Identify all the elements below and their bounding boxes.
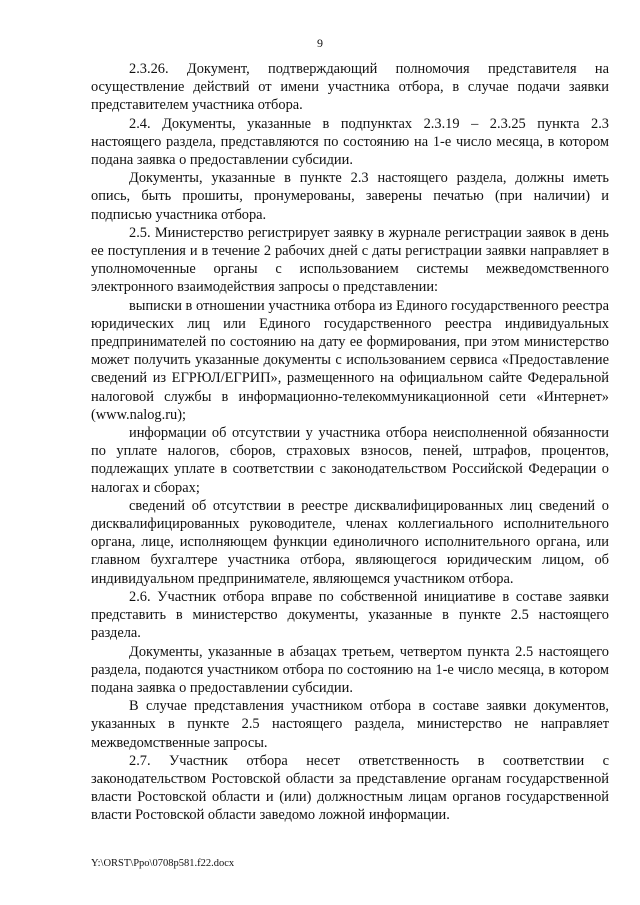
document-body [91, 60, 609, 825]
paragraph-documents-requirements: Документы, указанные в пункте 2.3 настоящего раздела, должны иметь опись, быть прошиты, пронумерованы, заверены печатью (при наличии) и подписью участника отбора. [91, 170, 609, 223]
paragraph-no-interagency-requests: В случае представления участником отбора в составе заявки документов, указанных в пункте 2.5 настоящего раздела, министерство не направляет межведомственные запросы. [91, 698, 609, 751]
paragraph-2-5: 2.5. Министерство регистрирует заявку в журнале регистрации заявок в день ее поступления и в течение 2 рабочих дней с даты регистрации заявки направляет в уполномоченные органы с использованием системы межведомственного электронного взаимодействия запросы о представлении: [91, 224, 609, 296]
page-number: 9 [317, 36, 323, 50]
paragraph-disqualified-registry: сведений об отсутствии в реестре дисквалифицированных лиц сведений о дисквалифицированных руководителе, членах коллегиального исполнительного органа, лице, исполняющем функции единоличного исполнительного органа, или главном бухгалтере участника отбора, являющегося юридическим лицом, об индивидуальном предпринимателе, являющемся участником отбора. [91, 497, 609, 587]
paragraph-2-4: 2.4. Документы, указанные в подпунктах 2.3.19 – 2.3.25 пункта 2.3 настоящего раздела, представляются по состоянию на 1-е число месяца, в котором подана заявка о предоставлении субсидии. [91, 115, 609, 169]
paragraph-egrul-extract: выписки в отношении участника отбора из Единого государственного реестра юридических лиц или Единого государственного реестра индивидуальных предпринимателей по состоянию на дату ее формирования, при этом министерство может получить указанные документы с использованием сервиса «Предоставление сведений из ЕГРЮЛ/ЕГРИП», размещенного на официальном сайте Федеральной налоговой службы в информационно-телекоммуникационной сети «Интернет» (www.nalog.ru); [91, 297, 609, 423]
paragraph-documents-submission-date: Документы, указанные в абзацах третьем, четвертом пункта 2.5 настоящего раздела, подаются участником отбора по состоянию на 1-е число месяца, в котором подана заявка о предоставлении субсидии. [91, 643, 609, 696]
paragraph-2-3-26: 2.3.26. Документ, подтверждающий полномочия представителя на осуществление действий от имени участника отбора, в случае подачи заявки представителем участника отбора. [91, 61, 609, 114]
paragraph-2-6: 2.6. Участник отбора вправе по собственной инициативе в составе заявки представить в министерство документы, указанные в пункте 2.5 настоящего раздела. [91, 588, 609, 642]
paragraph-tax-info: информации об отсутствии у участника отбора неисполненной обязанности по уплате налогов, сборов, страховых взносов, пеней, штрафов, процентов, подлежащих уплате в соответствии с законодательством Российской Федерации о налогах и сборах; [91, 425, 609, 496]
footer-file-path: Y:\ORST\Ppo\0708p581.f22.docx [91, 858, 235, 869]
paragraph-2-7: 2.7. Участник отбора несет ответственность в соответствии с законодательством Ростовской области за представление органам государственной власти Ростовской области и (или) должностным лицам органов государственной власти Ростовской области заведомо ложной информации. [91, 752, 609, 824]
